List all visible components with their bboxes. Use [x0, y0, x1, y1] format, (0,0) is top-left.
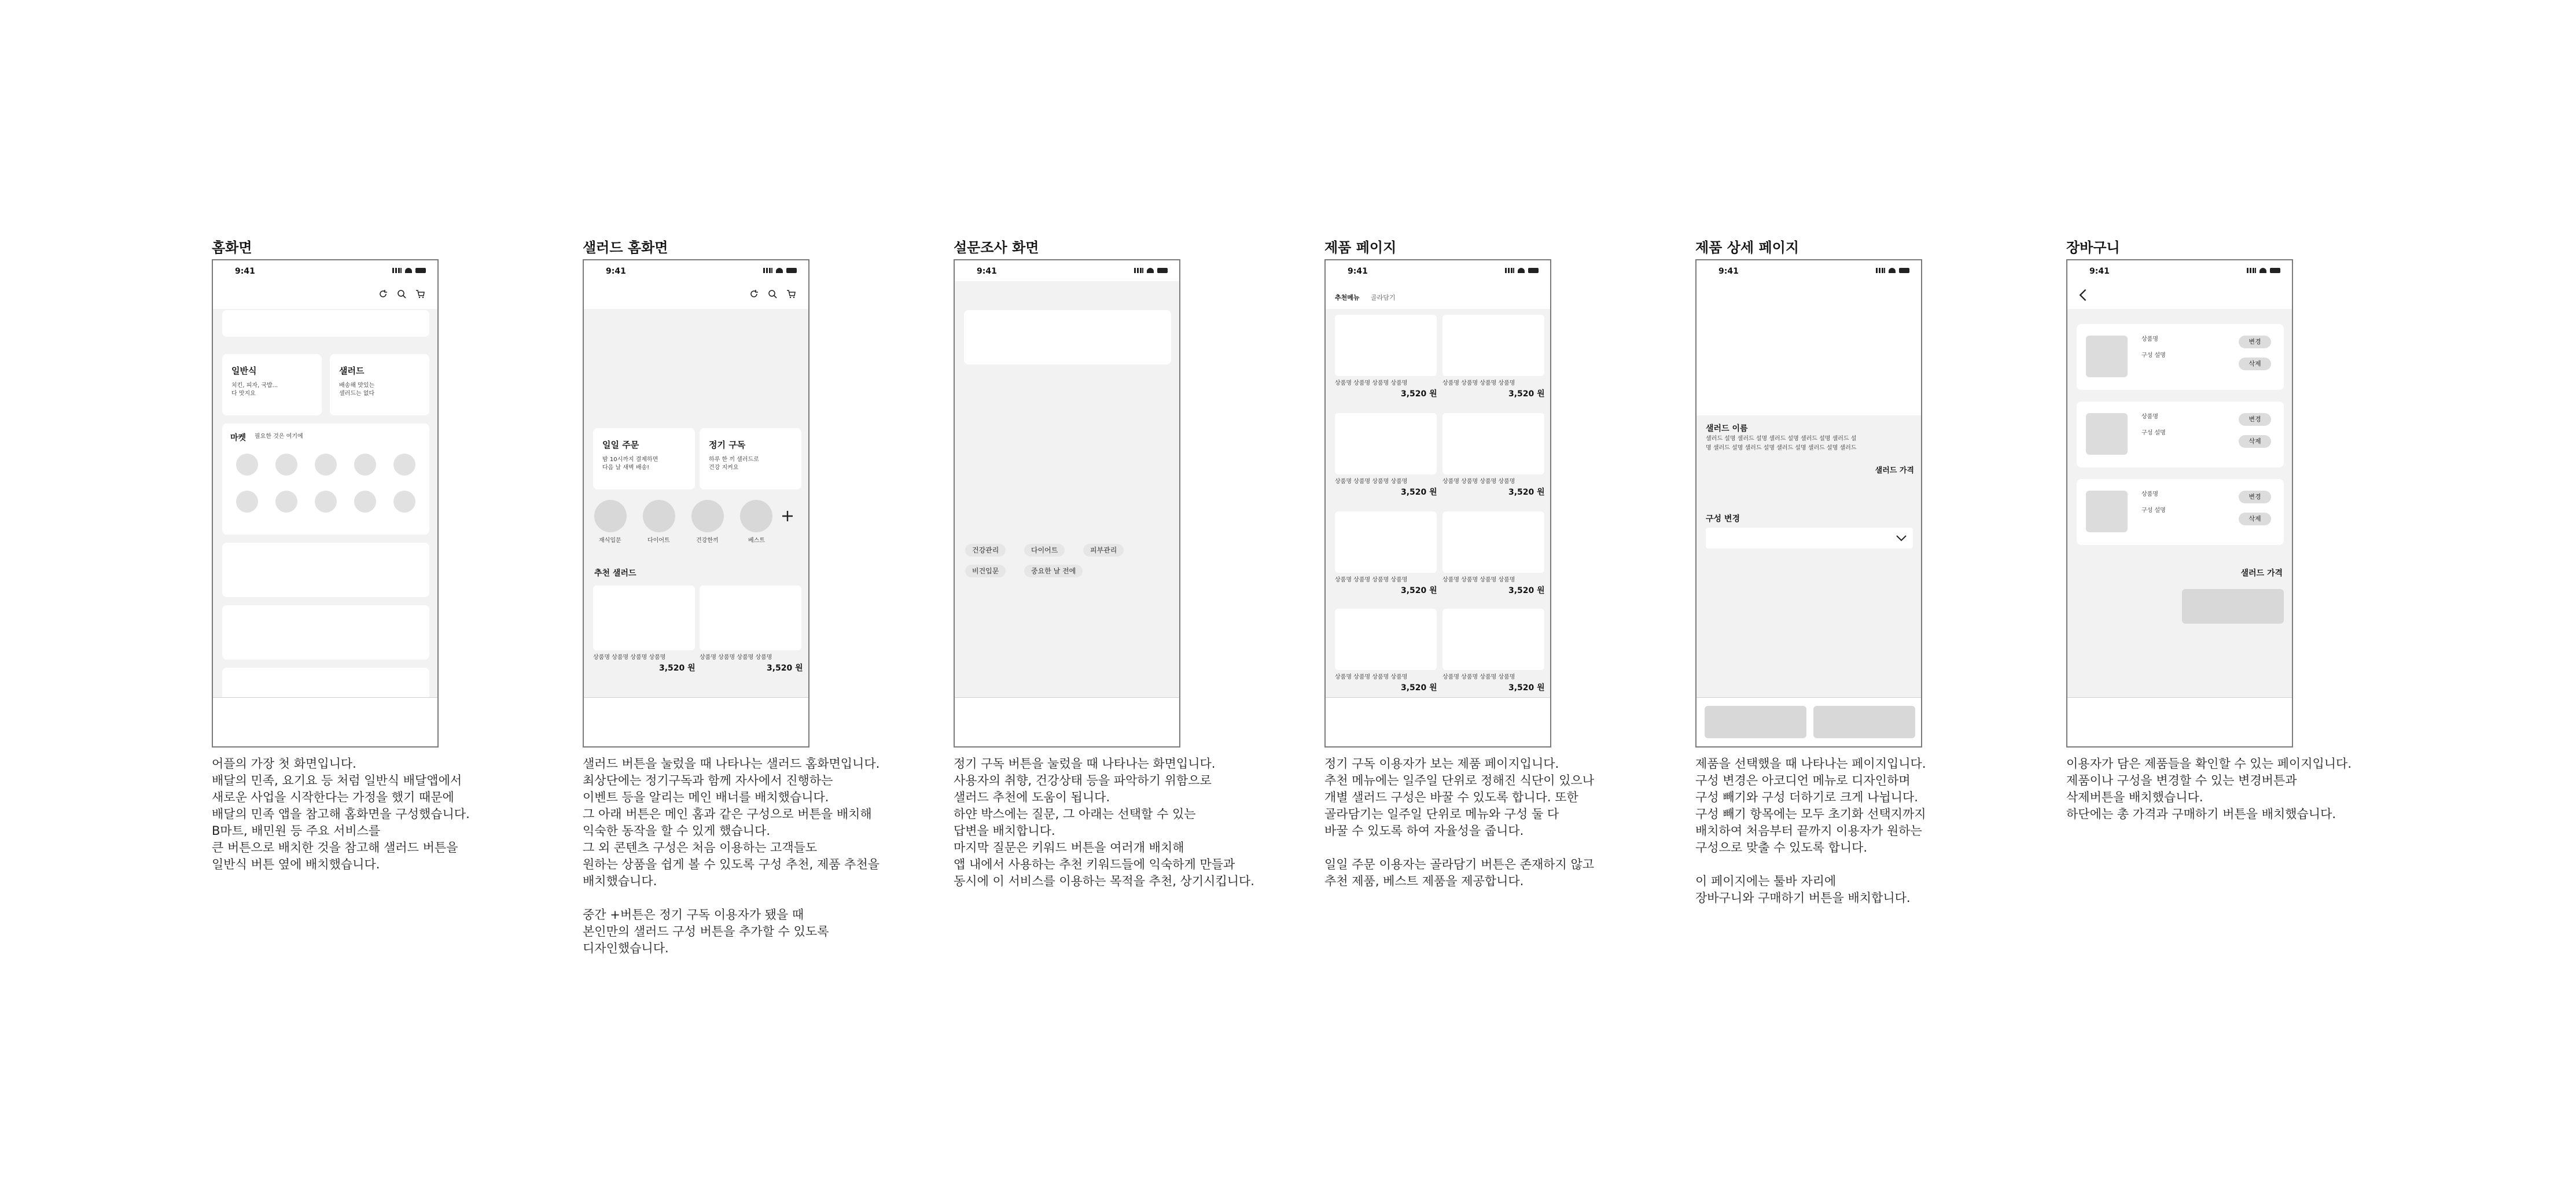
market-item[interactable]	[315, 491, 337, 513]
market-section	[222, 424, 429, 535]
market-item[interactable]	[275, 491, 297, 513]
product-image[interactable]	[1442, 511, 1544, 573]
battery-icon	[1157, 268, 1168, 273]
status-time: 9:41	[2089, 267, 2110, 276]
search-icon[interactable]	[768, 289, 777, 299]
wifi-icon	[1518, 268, 1525, 273]
card-title: 일반식	[231, 366, 257, 376]
card-title: 샐러드	[339, 366, 365, 376]
battery-icon	[1899, 268, 1909, 273]
tab-bar[interactable]	[2067, 697, 2292, 746]
refresh-icon[interactable]	[749, 289, 759, 299]
question-box	[964, 310, 1171, 364]
phone-frame	[1324, 259, 1551, 748]
battery-icon	[2270, 268, 2280, 273]
product-image[interactable]	[700, 586, 801, 650]
status-bar	[1697, 260, 1921, 281]
cart-icon[interactable]	[415, 289, 425, 299]
salad-button[interactable]	[330, 354, 429, 415]
keyword-chip[interactable]: 다이어트	[1024, 544, 1065, 557]
status-time: 9:41	[606, 267, 626, 276]
salad-description: 샐러드 설명 샐러드 설명 샐러드 설명 샐러드 설명 샐러드 설	[1706, 436, 1857, 442]
card-line: 샐러드는 없다	[339, 391, 375, 397]
buy-button[interactable]	[2182, 589, 2284, 624]
status-time: 9:41	[1348, 267, 1368, 276]
section-title: 추천 샐러드	[594, 569, 636, 578]
market-item[interactable]	[393, 454, 415, 476]
general-food-button[interactable]	[222, 354, 322, 415]
item-name: 상품명	[2141, 336, 2158, 343]
card-line: 하루 한 끼 샐러드로	[709, 456, 759, 463]
market-item[interactable]	[393, 491, 415, 513]
cart-icon[interactable]	[786, 289, 796, 299]
product-price: 3,520 원	[1508, 683, 1545, 693]
refresh-icon[interactable]	[378, 289, 388, 299]
cart-item	[2077, 324, 2284, 390]
battery-icon	[1528, 268, 1539, 273]
salad-price: 샐러드 가격	[1875, 466, 1914, 475]
product-image[interactable]	[593, 586, 695, 650]
item-sub: 구성 설명	[2141, 352, 2166, 359]
wifi-icon	[2259, 268, 2266, 273]
tab-recommended[interactable]: 추천메뉴	[1335, 294, 1360, 301]
product-name: 상품명 상품명 상품명 상품명	[1335, 380, 1408, 386]
cart-item	[2077, 402, 2284, 467]
screen-title: 제품 페이지	[1324, 240, 1397, 256]
option-label: 구성 변경	[1706, 514, 1740, 524]
product-price: 3,520 원	[1401, 389, 1437, 399]
card-line: 밤 10시까지 결제하면	[602, 456, 658, 463]
status-bar	[213, 260, 437, 281]
category-circle[interactable]	[643, 500, 675, 532]
wifi-icon	[776, 268, 783, 273]
product-name: 상품명 상품명 상품명 상품명	[593, 654, 666, 661]
product-image[interactable]	[1335, 315, 1437, 376]
tab-bar[interactable]	[213, 697, 437, 746]
edit-button[interactable]: 변경	[2239, 413, 2271, 426]
market-item[interactable]	[354, 491, 376, 513]
item-name: 상품명	[2141, 491, 2158, 498]
market-item[interactable]	[275, 454, 297, 476]
toolbar	[1697, 697, 1921, 746]
content-block[interactable]	[222, 605, 429, 660]
buy-button[interactable]	[1813, 706, 1915, 738]
market-subtitle: 필요한 것은 여기에	[255, 433, 303, 440]
edit-button[interactable]: 변경	[2239, 491, 2271, 503]
status-bar	[584, 260, 808, 281]
card-line: 치킨, 피자, 국밥...	[231, 382, 278, 389]
product-image[interactable]	[1335, 413, 1437, 474]
product-name: 상품명 상품명 상품명 상품명	[1335, 478, 1408, 485]
phone-frame	[212, 259, 439, 748]
salad-name: 샐러드 이름	[1706, 424, 1748, 433]
wifi-icon	[1889, 268, 1896, 273]
status-bar	[1326, 260, 1550, 281]
edit-button[interactable]: 변경	[2239, 336, 2271, 348]
card-line: 다음 날 새벽 배송!	[602, 465, 650, 471]
status-bar	[955, 260, 1179, 281]
product-price: 3,520 원	[1401, 488, 1437, 497]
product-name: 상품명 상품명 상품명 상품명	[700, 654, 772, 661]
category-label: 재식입문	[599, 537, 621, 544]
status-time: 9:41	[977, 267, 997, 276]
keyword-chip[interactable]: 비건입문	[965, 565, 1006, 577]
screen-description: 이용자가 담은 제품들을 확인할 수 있는 페이지입니다. 제품이나 구성을 변경할 수 있는 변경버튼과 삭제버튼을 배치했습니다. 하단에는 총 가격과 구매하기 버튼을 배치했습니다.	[2066, 757, 2352, 821]
tab-bar[interactable]	[1326, 697, 1550, 746]
product-price: 3,520 원	[1508, 389, 1545, 399]
market-item[interactable]	[354, 454, 376, 476]
market-item[interactable]	[236, 491, 258, 513]
product-name: 상품명 상품명 상품명 상품명	[1442, 380, 1515, 386]
status-time: 9:41	[1718, 267, 1739, 276]
product-name: 상품명 상품명 상품명 상품명	[1442, 478, 1515, 485]
screen-description: 정기 구독 이용자가 보는 제품 페이지입니다. 추천 메뉴에는 일주일 단위로 정해진 식단이 있으나 개별 샐러드 구성은 바꿀 수 있도록 합니다. 또한 골라담기는 일주일 단위로 메뉴와 구성 둘 다 바꿀 수 있도록 하여 자율성을 줍니다. 일일 주문 이용자는 골라담기 버튼은 존재하지 않고 추천 제품, 베스트 제품을 제공합니다.	[1324, 757, 1595, 888]
category-label: 건강한끼	[696, 537, 719, 544]
market-item[interactable]	[315, 454, 337, 476]
item-image	[2086, 491, 2128, 532]
market-item[interactable]	[236, 454, 258, 476]
product-name: 상품명 상품명 상품명 상품명	[1335, 674, 1408, 680]
category-circle[interactable]	[594, 500, 627, 532]
item-image	[2086, 413, 2128, 455]
screen-title: 제품 상세 페이지	[1695, 240, 1799, 256]
chevron-down-icon	[1894, 531, 1908, 545]
battery-icon	[415, 268, 426, 273]
cart-item	[2077, 479, 2284, 545]
item-sub: 구성 설명	[2141, 507, 2166, 514]
tab-bar[interactable]	[955, 697, 1179, 746]
screen-title: 장바구니	[2066, 240, 2120, 256]
total-price-label: 샐러드 가격	[2240, 569, 2283, 578]
main-banner[interactable]	[584, 309, 809, 425]
product-name: 상품명 상품명 상품명 상품명	[1442, 577, 1515, 583]
signal-icon	[392, 268, 402, 273]
item-sub: 구성 설명	[2141, 430, 2166, 436]
market-title: 마켓	[230, 433, 246, 443]
item-name: 상품명	[2141, 414, 2158, 420]
daily-order-button[interactable]	[593, 428, 695, 489]
signal-icon	[1505, 268, 1514, 273]
battery-icon	[786, 268, 797, 273]
card-line: 다 맛지요	[231, 391, 256, 397]
product-info	[1697, 415, 1922, 508]
category-label: 베스트	[748, 537, 765, 544]
product-name: 상품명 상품명 상품명 상품명	[1442, 674, 1515, 680]
phone-frame	[1695, 259, 1922, 748]
wifi-icon	[1147, 268, 1154, 273]
product-image	[1697, 281, 1922, 415]
tab-header	[1326, 281, 1550, 309]
phone-frame	[954, 259, 1180, 748]
item-image	[2086, 336, 2128, 377]
delete-button[interactable]: 삭제	[2239, 358, 2271, 370]
top-bar	[2067, 281, 2292, 309]
delete-button[interactable]: 삭제	[2239, 513, 2271, 525]
product-price: 3,520 원	[1508, 488, 1545, 497]
plus-icon[interactable]	[781, 509, 794, 523]
phone-frame	[583, 259, 809, 748]
signal-icon	[1876, 268, 1885, 273]
subscription-button[interactable]	[700, 428, 801, 489]
product-name: 상품명 상품명 상품명 상품명	[1335, 577, 1408, 583]
card-line: 배송해 맛있는	[339, 382, 375, 389]
keyword-chip[interactable]: 중요한 날 전에	[1024, 565, 1083, 577]
content-block[interactable]	[222, 543, 429, 597]
signal-icon	[2247, 268, 2256, 273]
product-image[interactable]	[1442, 413, 1544, 474]
keyword-chip[interactable]: 피부관리	[1083, 544, 1124, 557]
search-icon[interactable]	[397, 289, 406, 299]
keyword-chip[interactable]: 건강관리	[965, 544, 1006, 557]
card-title: 정기 구독	[709, 440, 746, 450]
category-circle[interactable]	[691, 500, 724, 532]
status-bar	[2067, 260, 2292, 281]
phone-frame	[2066, 259, 2293, 748]
signal-icon	[763, 268, 772, 273]
product-image[interactable]	[1442, 315, 1544, 376]
card-title: 일일 주문	[602, 440, 639, 450]
top-bar	[584, 281, 808, 309]
screen-description: 정기 구독 버튼을 눌렀을 때 나타나는 화면입니다. 사용자의 취향, 건강상태 등을 파악하기 위함으로 샐러드 추천에 도움이 됩니다. 하얀 박스에는 질문, 그 아래는 선택할 수 있는 답변을 배치합니다. 마지막 질문은 키워드 버튼을 여러개 배치해 앱 내에서 사용하는 추천 키워드들에 익숙하게 만들과 동시에 이 서비스를 이용하는 목적을 추천, 상기시킵니다.	[954, 757, 1254, 888]
screen-title: 설문조사 화면	[954, 240, 1039, 256]
product-image[interactable]	[1335, 511, 1437, 573]
tab-bar[interactable]	[584, 697, 808, 746]
signal-icon	[1134, 268, 1143, 273]
tab-pick[interactable]: 골라담기	[1371, 294, 1396, 301]
option-accordion[interactable]	[1706, 528, 1913, 548]
product-price: 3,520 원	[1508, 586, 1545, 595]
status-time: 9:41	[235, 267, 255, 276]
product-price: 3,520 원	[1401, 683, 1437, 693]
back-icon[interactable]	[2075, 287, 2092, 303]
product-image[interactable]	[1442, 609, 1544, 670]
screen-title: 홈화면	[212, 240, 252, 256]
product-price: 3,520 원	[1401, 586, 1437, 595]
screen-title: 샐러드 홈화면	[583, 240, 668, 256]
salad-description: 명 샐러드 설명 샐러드 설명 샐러드 설명 샐러드 설명 샐러드	[1706, 445, 1857, 451]
card-line: 건강 지켜요	[709, 465, 739, 471]
add-to-cart-button[interactable]	[1705, 706, 1806, 738]
product-price: 3,520 원	[659, 664, 695, 673]
category-circle[interactable]	[740, 500, 772, 532]
top-bar	[213, 281, 437, 309]
screen-description: 샐러드 버튼을 눌렀을 때 나타나는 샐러드 홈화면입니다. 최상단에는 정기구독과 함께 자사에서 진행하는 이벤트 등을 알리는 메인 배너를 배치했습니다. 그 아래 버튼은 메인 홈과 같은 구성으로 버튼을 배치해 익숙한 동작을 할 수 있게 했습니다. 그 외 콘텐츠 구성은 처음 이용하는 고객들도 원하는 상품을 쉽게 볼 수 있도록 구성 추천, 제품 추천을 배치했습니다. 중간 +버튼은 정기 구독 이용자가 됐을 때 본인만의 샐러드 구성 버튼을 추가할 수 있도록 디자인했습니다.	[583, 757, 880, 955]
screen-description: 제품을 선택했을 때 나타나는 페이지입니다. 구성 변경은 아코디언 메뉴로 디자인하며 구성 빼기와 구성 더하기로 크게 나뉩니다. 구성 빼기 항목에는 모두 초기화 선택지까지 배치하여 처음부터 끝까지 이용자가 원하는 구성으로 맞출 수 있도록 합니다. 이 페이지에는 툴바 자리에 장바구니와 구매하기 버튼을 배치합니다.	[1695, 757, 1926, 905]
product-image[interactable]	[1335, 609, 1437, 670]
product-price: 3,520 원	[767, 664, 803, 673]
category-label: 다이어트	[647, 537, 670, 544]
search-bar[interactable]	[222, 310, 429, 337]
delete-button[interactable]: 삭제	[2239, 435, 2271, 448]
wifi-icon	[405, 268, 412, 273]
screen-description: 어플의 가장 첫 화면입니다. 배달의 민족, 요기요 등 처럼 일반식 배달앱에서 새로운 사업을 시작한다는 가정을 했기 때문에 배달의 민족 앱을 참고해 홈화면을 구성했습니다. B마트, 배민원 등 주요 서비스를 큰 버튼으로 배치한 것을 참고해 샐러드 버튼을 일반식 버튼 옆에 배치했습니다.	[212, 757, 470, 871]
